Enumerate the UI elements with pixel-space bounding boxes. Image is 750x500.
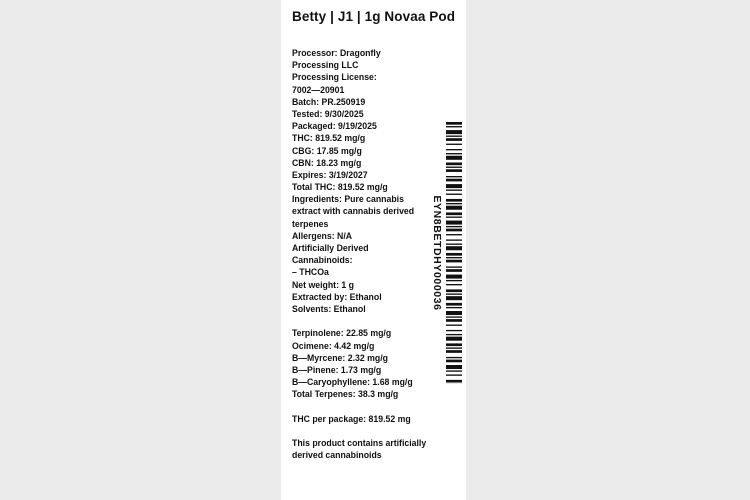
terpene-line: Terpinolene: 22.85 mg/g — [292, 327, 392, 339]
detail-line: Allergens: N/A — [292, 229, 353, 241]
terpene-line: B—Pinene: 1.73 mg/g — [292, 363, 382, 375]
detail-line: extract with cannabis derived — [292, 205, 415, 217]
detail-line: Expires: 3/19/2027 — [292, 168, 368, 180]
terpene-line: B—Myrcene: 2.32 mg/g — [292, 351, 388, 363]
product-title: Betty | J1 | 1g Novaa Pod — [292, 9, 456, 24]
detail-line: Solvents: Ethanol — [292, 302, 366, 314]
detail-line: Cannabinoids: — [292, 254, 353, 266]
disclaimer-line: This product contains artificially — [292, 437, 427, 448]
detail-line: Processor: Dragonfly — [292, 47, 381, 58]
terpene-line: B—Caryophyllene: 1.68 mg/g — [292, 376, 413, 388]
barcode-number: EYN8BETDHY000036 — [431, 195, 443, 311]
label-text-block — [292, 47, 432, 461]
detail-line: Batch: PR.250919 — [292, 95, 366, 107]
detail-line: Artificially Derived — [292, 242, 369, 253]
spacer — [292, 425, 432, 437]
detail-line: Processing License: — [292, 71, 377, 83]
detail-line: Net weight: 1 g — [292, 278, 355, 290]
barcode-graphic — [446, 122, 462, 384]
terpene-total: Total Terpenes: 38.3 mg/g — [292, 388, 399, 400]
detail-line: CBN: 18.23 mg/g — [292, 156, 362, 168]
detail-line: Tested: 9/30/2025 — [292, 107, 364, 119]
spacer — [292, 400, 432, 412]
detail-line: CBG: 17.85 mg/g — [292, 144, 362, 156]
detail-line: Ingredients: Pure cannabis — [292, 193, 404, 205]
detail-line: – THCOa — [292, 266, 329, 278]
detail-line: THC: 819.52 mg/g — [292, 132, 366, 144]
thc-per-package: THC per package: 819.52 mg — [292, 412, 411, 424]
product-label — [281, 0, 466, 500]
spacer — [292, 315, 432, 327]
disclaimer-line: derived cannabinoids — [292, 449, 382, 461]
detail-line: terpenes — [292, 217, 329, 229]
detail-line: Extracted by: Ethanol — [292, 290, 382, 302]
detail-line: Packaged: 9/19/2025 — [292, 120, 377, 132]
detail-line: 7002—20901 — [292, 83, 345, 95]
terpene-line: Ocimene: 4.42 mg/g — [292, 339, 375, 351]
detail-line: Processing LLC — [292, 59, 359, 71]
barcode — [446, 122, 462, 384]
detail-line: Total THC: 819.52 mg/g — [292, 181, 388, 193]
